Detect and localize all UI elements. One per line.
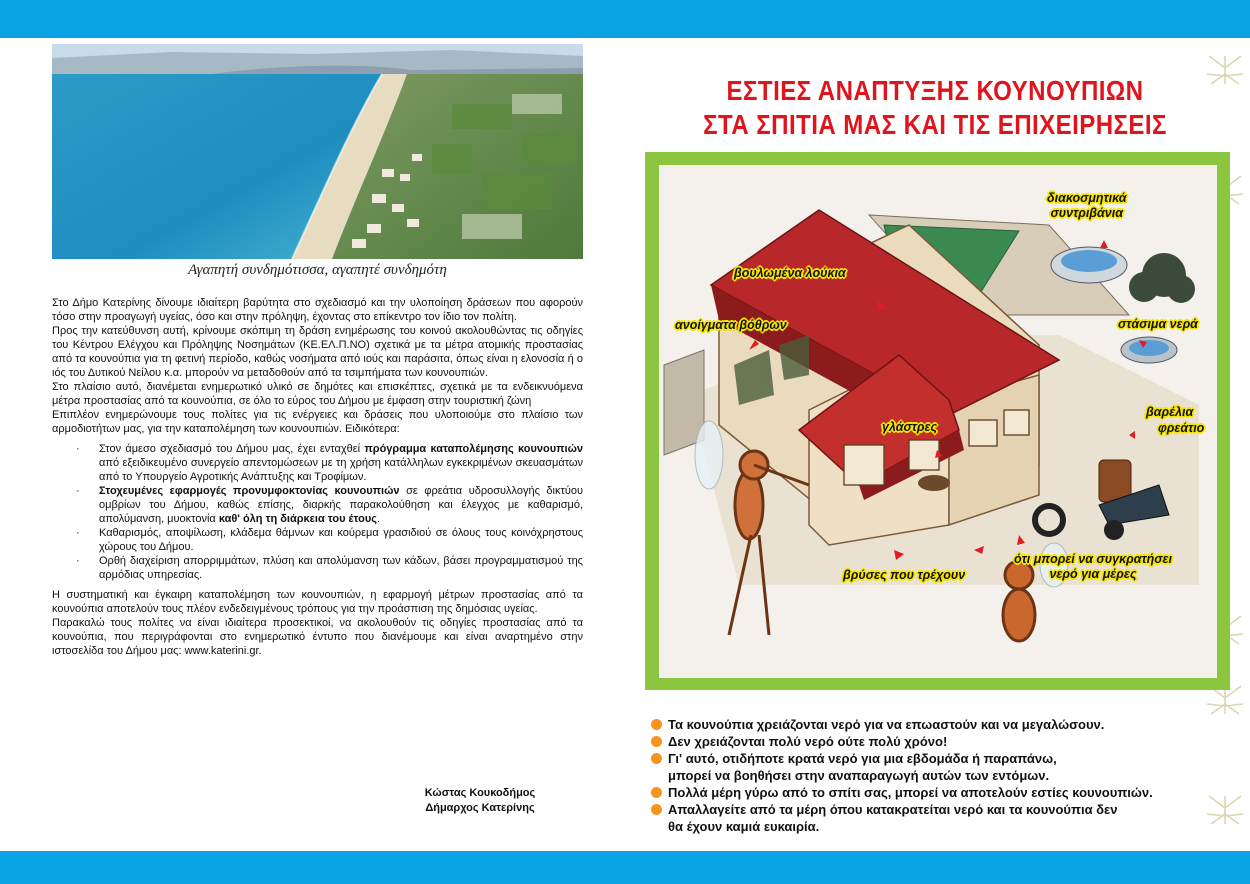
list-item: [52, 442, 583, 484]
item-text: από εξειδικευμένο συνεργείο απεντομώσεων με τη χρήση κατάλληλων εγκεκριμένων σκευασμάτων από το Υπουργείο Αγροτικής Ανάπτυξης και Τροφίμων.: [99, 457, 583, 483]
orange-bullet-icon: [651, 736, 662, 747]
label-barrels: βαρέλια: [1146, 405, 1194, 419]
mayor-letter: [52, 296, 583, 658]
list-item: [650, 784, 1225, 801]
bullet-marker: ·: [76, 527, 80, 539]
list-item: [52, 484, 583, 526]
signature-name: Κώστας Κουκοδήμος: [424, 787, 536, 799]
letter-paragraph: Η συστηματική και έγκαιρη καταπολέμηση των κουνουπιών, η εφαρμογή μέτρων προστασίας από τα κουνούπια αποτελούν τους πλέον ενδεδειγμένους τρόπους για την προάσπιση της δημόσιας υγείας.: [52, 589, 583, 615]
orange-bullet-icon: [651, 787, 662, 798]
label-flower-pots: γλάστρες: [882, 420, 938, 434]
bottom-band: [0, 851, 1250, 884]
fact-text: Απαλλαγείτε από τα μέρη όπου κατακρατείται νερό και τα κουνούπια δεν: [668, 802, 1118, 817]
item-text: σε φρεάτια υδροσυλλογής δικτύου ομβρίων του Δήμου, καθώς επίσης, διαρκής παρακολούθηση και έλεγχος με καθαρισμό, απολύμανση, μυοκτονία: [99, 485, 583, 525]
letter-paragraph: Παρακαλώ τους πολίτες να είναι ιδιαίτερα προσεκτικοί, να ακολουθούν τις οδηγίες προστασίας από τα κουνούπια, που περιγράφονται στο ενημερωτικό έντυπο που διανέμουμε και είναι αναρτημένο στην ιστοσελίδα του Δήμου μας: www.katerini.gr.: [52, 617, 583, 657]
label-running-taps: βρύσες που τρέχουν: [843, 568, 966, 582]
bullet-marker: ·: [76, 443, 80, 455]
label-line: ότι μπορεί να συγκρατήσει: [1014, 552, 1172, 566]
letter-paragraph: Επιπλέον ενημερώνουμε τους πολίτες για τις ενέργειες και δράσεις που υλοποιούμε στο πλαίσιο των αρμοδιοτήτων μας, για την καταπολέμηση των κουνουπιών. Ειδικότερα:: [52, 409, 583, 435]
letter-paragraph: Στο πλαίσιο αυτό, διανέμεται ενημερωτικό υλικό σε δημότες και επισκέπτες, σχετικά με τα ενδεικνυόμενα μέτρα προστασίας από τα κουνούπια, σε όλο το εύρος του Δήμου με έμφαση στην τουριστική ζώνη: [52, 381, 583, 407]
aerial-beach-photo: [52, 44, 583, 259]
label-line: διακοσμητικά: [1047, 191, 1127, 205]
greeting-caption: Αγαπητή συνδημότισσα, αγαπητέ συνδημότη: [188, 262, 447, 278]
item-text: .: [376, 513, 381, 525]
title-line-1: ΕΣΤΙΕΣ ΑΝΑΠΤΥΞΗΣ ΚΟΥΝΟΥΠΙΩΝ: [726, 75, 1144, 106]
orange-bullet-icon: [651, 719, 662, 730]
item-emphasis: καθ' όλη τη διάρκεια του έτους: [218, 513, 377, 525]
label-stagnant-water: στάσιμα νερά: [1118, 317, 1198, 331]
facts-list: [650, 716, 1225, 835]
signature: [380, 786, 580, 816]
item-text: Στον άμεσο σχεδιασμό του Δήμου μας, έχει ενταχθεί: [99, 443, 365, 455]
letter-paragraph: Προς την κατεύθυνση αυτή, κρίνουμε σκόπιμη τη δράση ενημέρωσης του κοινού ακολουθώντας τις οδηγίες του Κέντρου Ελέγχου και Πρόληψης Νοσημάτων (ΚΕ.ΕΛ.Π.ΝΟ) σχετικά με τα μέτρα ατομικής προστασίας από τα κουνούπια για τη φετινή περίοδο, καθώς νοσήματα από ιούς και παράσιτα, όπως είναι η ελονοσία ή ο ιός του Δυτικού Νείλου κ.α. μπορούν να μεταδοθούν από τα τσιμπήματα των κουνουπιών.: [52, 325, 583, 379]
label-line: συντριβάνια: [1050, 206, 1123, 220]
orange-bullet-icon: [651, 753, 662, 764]
label-water-retention: [1014, 552, 1172, 582]
fact-text: Γι' αυτό, οτιδήποτε κρατά νερό για μια εβδομάδα ή παραπάνω,: [668, 751, 1057, 766]
fact-text: Πολλά μέρη γύρω από το σπίτι σας, μπορεί να αποτελούν εστίες κουνουπιών.: [668, 785, 1153, 800]
item-text: Καθαρισμός, αποψίλωση, κλάδεμα θάμνων και κούρεμα γρασιδιού σε όλους τους κοινόχρηστους χώρους του Δήμου.: [99, 527, 583, 553]
item-text: Ορθή διαχείριση απορριμμάτων, πλύση και απολύμανση των κάδων, βάσει προγραμματισμού της αρμόδιας υπηρεσίας.: [99, 555, 583, 581]
label-manhole: φρεάτιο: [1158, 421, 1205, 435]
list-item: [650, 716, 1225, 733]
letter-paragraph: Στο Δήμο Κατερίνης δίνουμε ιδιαίτερη βαρύτητα στο σχεδιασμό και την υλοποίηση δράσεων που αφορούν τόσο στην προαγωγή υγείας, όσο και στην πρόληψη, έχοντας στο επίκεντρο τον ίδιο τον πολίτη.: [52, 297, 583, 323]
label-line: νερό για μέρες: [1049, 567, 1137, 581]
item-emphasis: Στοχευμένες εφαρμογές προνυμφοκτονίας κουνουπιών: [99, 485, 400, 497]
fact-text: Δεν χρειάζονται πολύ νερό ούτε πολύ χρόνο!: [668, 734, 948, 749]
page-title: [681, 74, 1188, 142]
orange-bullet-icon: [651, 804, 662, 815]
bullet-marker: ·: [76, 485, 80, 497]
list-item: [650, 750, 1225, 784]
list-item: [650, 733, 1225, 750]
fact-text: μπορεί να βοηθήσει στην αναπαραγωγή αυτών των εντόμων.: [668, 768, 1050, 783]
label-cesspit-openings: ανοίγματα βόθρων: [675, 318, 787, 332]
house-illustration: [659, 165, 1217, 678]
actions-list: [52, 442, 583, 582]
list-item: [52, 554, 583, 582]
item-emphasis: πρόγραμμα καταπολέμησης κουνουπιών: [364, 443, 583, 455]
label-clogged-gutters: βουλωμένα λούκια: [734, 266, 846, 280]
title-line-2: ΣΤΑ ΣΠΙΤΙΑ ΜΑΣ ΚΑΙ ΤΙΣ ΕΠΙΧΕΙΡΗΣΕΙΣ: [703, 109, 1167, 140]
list-item: [650, 801, 1225, 835]
signature-role: Δήμαρχος Κατερίνης: [425, 802, 535, 814]
bullet-marker: ·: [76, 555, 80, 567]
fact-text: θα έχουν καμιά ευκαιρία.: [668, 819, 820, 834]
fact-text: Τα κουνούπια χρειάζονται νερό για να επωαστούν και να μεγαλώσουν.: [668, 717, 1105, 732]
list-item: [52, 526, 583, 554]
label-decorative-fountains: [1047, 191, 1127, 221]
top-band: [0, 0, 1250, 38]
